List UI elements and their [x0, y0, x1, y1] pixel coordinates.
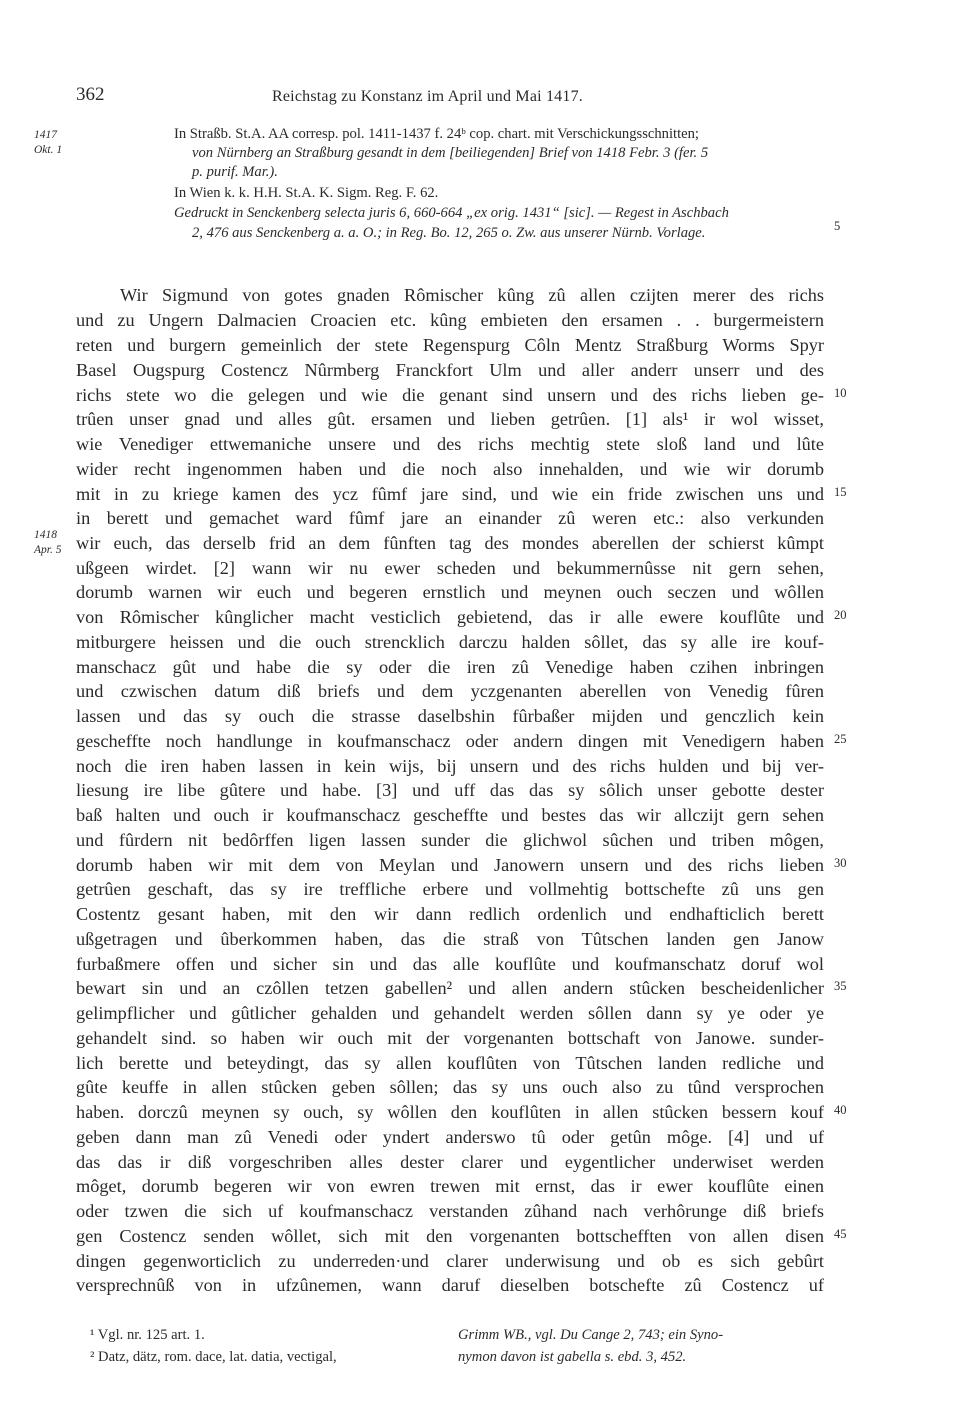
line-number: 20: [834, 608, 847, 622]
footnote-2-continuation: Grimm WB., vgl. Du Cange 2, 743; ein Syno-: [458, 1327, 724, 1343]
body-line: geben dann man zû Venedi oder yndert anderswo tû oder getûn môge. [4] und uf: [76, 1127, 824, 1147]
line-number: 10: [834, 386, 847, 400]
body-line: noch die iren haben lassen in kein wijs, bij unsern und des richs hulden und bij ver-: [76, 756, 824, 776]
body-line: reten und burgern gemeinlich der stete Regenspurg Côln Mentz Straßburg Worms Spyr: [76, 335, 824, 355]
source-note-line: Gedruckt in Senckenberg selecta juris 6, 660-664 „ex orig. 1431“ [sic]. — Regest in Aschbach: [174, 205, 729, 221]
body-line: und zu Ungern Dalmacien Croacien etc. kûng embieten den ersamen . . burgermeistern: [76, 310, 824, 330]
body-line: gelimpflicher und gûtlicher gehalden und gehandelt werden sôllen dann sy ye oder ye: [76, 1003, 824, 1023]
margin-date-day: Okt. 1: [34, 144, 63, 156]
body-line: richs stete wo die gelegen und wie die genant sind unsern und des richs lieben ge-: [76, 385, 824, 405]
margin-date-day: Apr. 5: [34, 544, 62, 556]
body-line: und fûrdern nit bedôrffen ligen lassen sunder die glichwol sûchen und triben môgen,: [76, 830, 824, 850]
body-line: das das ir diß vorgeschriben alles dester clarer und eygentlicher underwiset werden: [76, 1152, 824, 1172]
margin-date-year: 1418: [34, 529, 57, 541]
body-line: lassen und das sy ouch die strasse daselbshin fûrbaßer mijden und genczlich kein: [76, 706, 824, 726]
body-line: dorumb haben wir mit dem von Meylan und Janowern unsern und des richs lieben: [76, 855, 824, 875]
body-line: lich berette und beteydingt, das sy allen kouflûten von Tûtschen landen redliche und: [76, 1053, 824, 1073]
footnote-2: ² Datz, dätz, rom. dace, lat. datia, vectigal,: [90, 1349, 337, 1365]
body-line: oder tzwen die sich uf koufmanschacz verstanden zûhand nach verhôrunge diß briefs: [76, 1201, 824, 1221]
body-line: mitburgere heissen und die ouch strencklich darczu halden sôllet, das sy alle ire kouf-: [76, 632, 824, 652]
body-line: wie Venediger ettwemaniche unsere und des richs mechtig stete sloß land und lûte: [76, 434, 824, 454]
line-number: 40: [834, 1103, 847, 1117]
margin-date-1: [34, 128, 62, 158]
page-number: 362: [76, 84, 105, 105]
body-line: gescheffte noch handlunge in koufmanschacz oder andern dingen mit Venedigern haben: [76, 731, 824, 751]
body-line: getrûen geschaft, das sy ire treffliche erbere und vollmehtig bottschefte zû uns gen: [76, 879, 824, 899]
body-line: Wir Sigmund von gotes gnaden Rômischer kûng zû allen czijten merer des richs: [120, 285, 824, 305]
body-line: furbaßmere offen und sicher sin und das alle kouflûte und koufmanschatz doruf wol: [76, 954, 824, 974]
footnote-1: ¹ Vgl. nr. 125 art. 1.: [90, 1327, 205, 1343]
line-number: 5: [834, 219, 841, 233]
body-line: dorumb warnen wir euch und begeren ernstlich und meynen ouch seczen und wôllen: [76, 582, 824, 602]
body-line: gen Costencz senden wôllet, sich mit den vorgenanten bottschefften von allen disen: [76, 1226, 824, 1246]
source-note-line: In Straßb. St.A. AA corresp. pol. 1411-1437 f. 24ᵇ cop. chart. mit Verschickungsschnitten;: [174, 126, 699, 142]
body-line: mit in zu kriege kamen des ycz fûmf jare sind, und wie ein fride zwischen uns und: [76, 484, 824, 504]
body-line: bewart sin und an czôllen tetzen gabellen² und allen andern stûcken bescheidenlicher: [76, 978, 824, 998]
body-line: liesung ire libe gûtere und habe. [3] und uff das das sy sôlich unser gebotte dester: [76, 780, 824, 800]
source-note-line: In Wien k. k. H.H. St.A. K. Sigm. Reg. F. 62.: [174, 185, 439, 201]
body-line: baß halten und ouch ir koufmanschacz gescheffte und bestes das wir allczijt gern sehen: [76, 805, 824, 825]
footnote-2-continuation: nymon davon ist gabella s. ebd. 3, 452.: [458, 1349, 687, 1365]
body-line: haben. dorczû meynen sy ouch, sy wôllen den kouflûten in allen stûcken bessern kouf: [76, 1102, 824, 1122]
margin-date-year: 1417: [34, 129, 57, 141]
body-line: manschacz gût und habe die sy oder die iren zû Venedige haben czihen inbringen: [76, 657, 824, 677]
body-line: gûte keuffe in allen stûcken geben sôllen; das sy uns ouch also zu tûnd versprochen: [76, 1077, 824, 1097]
body-line: Costentz gesant haben, mit den wir dann redlich ordenlich und endhafticlich berett: [76, 904, 824, 924]
source-note-line: von Nürnberg an Straßburg gesandt in dem [beiliegenden] Brief von 1418 Febr. 3 (fer. 5: [192, 145, 709, 161]
line-number: 45: [834, 1227, 847, 1241]
body-line: dingen gegenworticlich zu underreden·und clarer underwisung und ob es sich gebûrt: [76, 1251, 824, 1271]
body-line: von Rômischer kûnglicher macht vesticlich gebietend, das ir alle ewere kouflûte und: [76, 607, 824, 627]
line-number: 25: [834, 732, 847, 746]
body-line: in berett und gemachet ward fûmf jare an einander zû weren etc.: also verkunden: [76, 508, 824, 528]
body-line: wir euch, das derselb frid an dem fûnften tag des mondes aberellen der schierst kûmpt: [76, 533, 824, 553]
line-number: 35: [834, 979, 847, 993]
body-line: môget, dorumb begeren wir von ewren trewen mit ernst, das ir ewer kouflûte einen: [76, 1176, 824, 1196]
running-title: Reichstag zu Konstanz im April und Mai 1417.: [272, 88, 583, 105]
line-number: 15: [834, 485, 847, 499]
body-line: ußgetragen und ûberkommen haben, das die straß von Tûtschen landen gen Janow: [76, 929, 824, 949]
body-line: ußgeen wirdet. [2] wann wir nu ewer scheden und bekummernûsse nit gern sehen,: [76, 558, 824, 578]
source-note-line: p. purif. Mar.).: [192, 164, 278, 180]
body-line: Basel Ougspurg Costencz Nûrmberg Franckfort Ulm und aller anderr unserr und des: [76, 360, 824, 380]
body-line: wider recht ingenommen haben und die noch also innehalden, und wie wir dorumb: [76, 459, 824, 479]
line-number: 30: [834, 856, 847, 870]
margin-date-2: [34, 528, 61, 558]
body-line: gehandelt sind. so haben wir ouch mit der vorgenanten bottschaft von Janowe. sunder-: [76, 1028, 824, 1048]
source-note-line: 2, 476 aus Senckenberg a. a. O.; in Reg. Bo. 12, 265 o. Zw. aus unserer Nürnb. Vorlage.: [192, 225, 706, 241]
body-line: und czwischen datum diß briefs und dem yczgenanten aberellen von Venedig fûren: [76, 681, 824, 701]
body-line: versprechnûß von in ufzûnemen, wann daruf dieselben botschefte zû Costencz uf: [76, 1275, 824, 1295]
body-line: trûen unser gnad und alles gût. ersamen und lieben getrûen. [1] als¹ ir wol wisset,: [76, 409, 824, 429]
